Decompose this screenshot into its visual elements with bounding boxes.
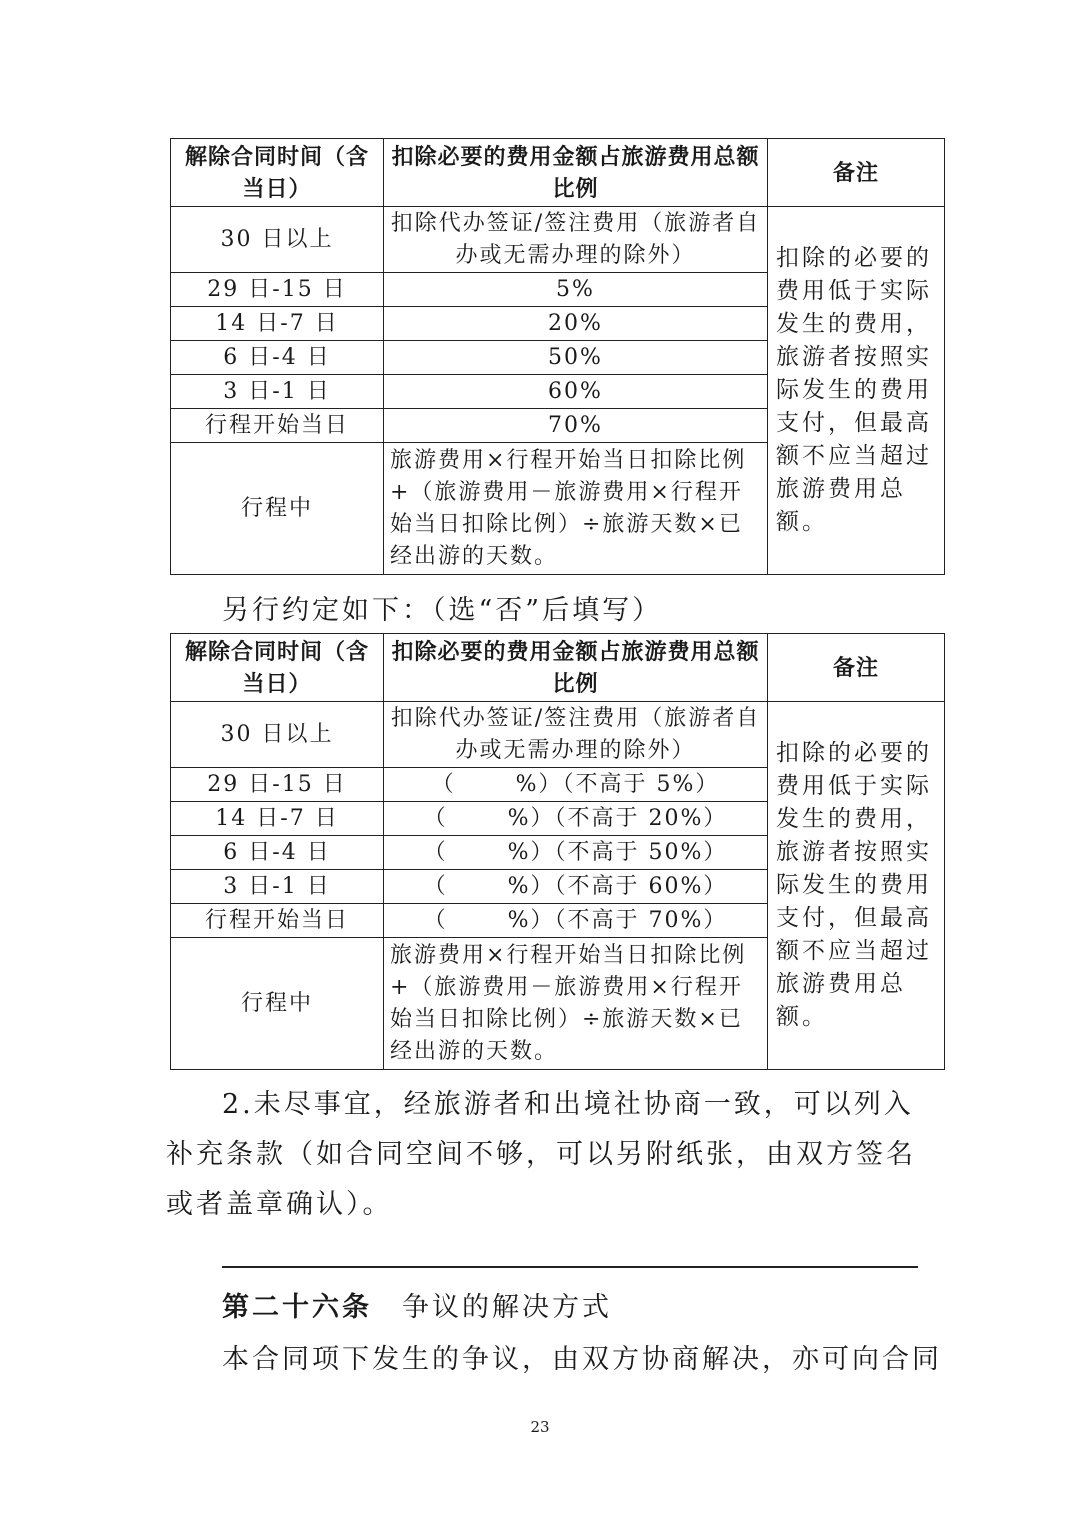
header-remark: 备注 [768, 139, 945, 207]
row-ratio: 5% [384, 273, 768, 307]
ratio-close: %） [507, 907, 555, 933]
row-time: 14 日-7 日 [171, 307, 384, 341]
row-time: 行程开始当日 [171, 409, 384, 443]
row-ratio: 50% [384, 341, 768, 375]
row-time: 6 日-4 日 [171, 341, 384, 375]
row-ratio: 扣除代办签证/签注费用（旅游者自办或无需办理的除外） [384, 702, 768, 768]
article-number: 第二十六条 [222, 1292, 372, 1323]
article-26-text: 本合同项下发生的争议，由双方协商解决，亦可向合同 [222, 1344, 942, 1375]
ratio-limit: （不高于 60%） [554, 873, 728, 899]
row-time: 行程中 [171, 938, 384, 1070]
header-time: 解除合同时间（含当日） [171, 634, 384, 702]
table-header-row [171, 634, 945, 702]
header-remark: 备注 [768, 634, 945, 702]
section-divider [222, 1266, 918, 1268]
row-ratio: 60% [384, 375, 768, 409]
table-header-row [171, 139, 945, 207]
ratio-open: （ [423, 907, 448, 933]
clause-2-paragraph [166, 1080, 926, 1230]
row-ratio: 旅游费用×行程开始当日扣除比例+（旅游费用－旅游费用×行程开始当日扣除比例）÷旅游天数×已经出游的天数。 [384, 938, 768, 1070]
row-time: 行程开始当日 [171, 904, 384, 938]
clause-2-text: 2.未尽事宜，经旅游者和出境社协商一致，可以列入补充条款（如合同空间不够，可以另附纸张，由双方签名或者盖章确认）。 [166, 1089, 916, 1220]
ratio-limit: （不高于 20%） [554, 805, 728, 831]
row-ratio: 旅游费用×行程开始当日扣除比例+（旅游费用－旅游费用×行程开始当日扣除比例）÷旅游天数×已经出游的天数。 [384, 443, 768, 575]
row-ratio-blank [384, 836, 768, 870]
page-number: 23 [530, 1418, 550, 1436]
row-ratio-blank [384, 904, 768, 938]
fee-table-standard [170, 138, 945, 575]
row-time: 29 日-15 日 [171, 273, 384, 307]
remark-cell: 扣除的必要的费用低于实际发生的费用，旅游者按照实际发生的费用支付，但最高额不应当超过旅游费用总额。 [768, 207, 945, 575]
row-time: 30 日以上 [171, 702, 384, 768]
ratio-limit: （不高于 50%） [554, 839, 728, 865]
ratio-open: （ [431, 771, 456, 797]
row-time: 3 日-1 日 [171, 870, 384, 904]
row-time: 14 日-7 日 [171, 802, 384, 836]
ratio-limit: （不高于 5%） [562, 771, 720, 797]
ratio-close: %） [507, 805, 555, 831]
ratio-open: （ [423, 873, 448, 899]
row-ratio: 扣除代办签证/签注费用（旅游者自办或无需办理的除外） [384, 207, 768, 273]
ratio-limit: （不高于 70%） [554, 907, 728, 933]
fee-table-custom [170, 633, 945, 1070]
row-ratio: 70% [384, 409, 768, 443]
ratio-open: （ [423, 805, 448, 831]
ratio-close: %） [507, 839, 555, 865]
row-ratio: 20% [384, 307, 768, 341]
ratio-close: %） [515, 771, 563, 797]
ratio-close: %） [507, 873, 555, 899]
table-row [171, 207, 945, 273]
header-ratio: 扣除必要的费用金额占旅游费用总额比例 [384, 634, 768, 702]
row-ratio-blank [384, 768, 768, 802]
article-title: 争议的解决方式 [402, 1292, 612, 1323]
extra-agreement-label: 另行约定如下：（选“否”后填写） [222, 595, 663, 626]
row-time: 6 日-4 日 [171, 836, 384, 870]
row-time: 行程中 [171, 443, 384, 575]
row-time: 29 日-15 日 [171, 768, 384, 802]
header-ratio: 扣除必要的费用金额占旅游费用总额比例 [384, 139, 768, 207]
table-row [171, 702, 945, 768]
row-ratio-blank [384, 802, 768, 836]
ratio-open: （ [423, 839, 448, 865]
article-26-heading [222, 1285, 612, 1324]
remark-cell: 扣除的必要的费用低于实际发生的费用，旅游者按照实际发生的费用支付，但最高额不应当超过旅游费用总额。 [768, 702, 945, 1070]
row-time: 30 日以上 [171, 207, 384, 273]
row-time: 3 日-1 日 [171, 375, 384, 409]
row-ratio-blank [384, 870, 768, 904]
header-time: 解除合同时间（含当日） [171, 139, 384, 207]
